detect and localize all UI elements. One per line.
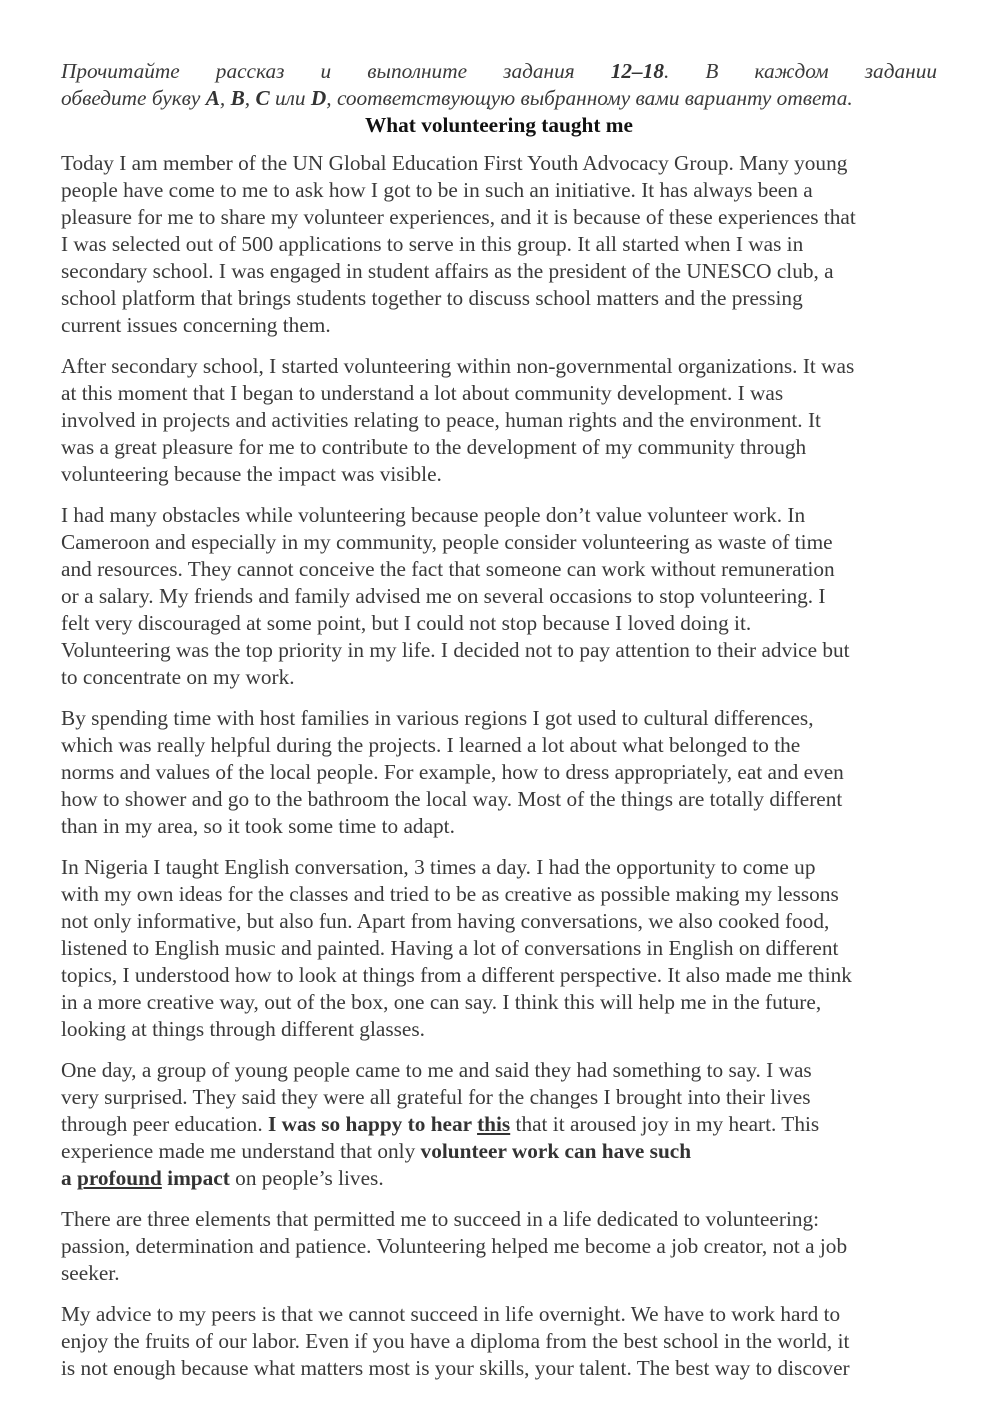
text-line: I had many obstacles while volunteering because people don’t value volunteer work. In [61,503,806,527]
paragraph-1 [61,150,937,339]
text-line: My advice to my peers is that we cannot succeed in life overnight. We have to work hard to [61,1302,841,1326]
text-line: volunteering because the impact was visible. [61,462,442,486]
text-line: is not enough because what matters most is your skills, your talent. The best way to discover [61,1356,850,1380]
story-title: What volunteering taught me [365,113,633,137]
text-run: through peer education. [61,1112,268,1136]
paragraph-3 [61,502,937,691]
text-line: or a salary. My friends and family advised me on several occasions to stop volunteering. I [61,584,826,608]
text-line: enjoy the fruits of our labor. Even if you have a diploma from the best school in the world, it [61,1329,850,1353]
option-letter-a: A [205,86,220,110]
highlighted-phrase: volunteer work can have such [420,1139,692,1163]
paragraph-5 [61,854,937,1043]
worksheet-page [61,58,937,1396]
paragraph-4 [61,705,937,840]
text-line: There are three elements that permitted me to succeed in a life dedicated to volunteering: [61,1207,820,1231]
text-line: at this moment that I began to understand a lot about community development. I was [61,381,784,405]
text-line: pleasure for me to share my volunteer experiences, and it is because of these experiences that [61,205,856,229]
text-line: which was really helpful during the projects. I learned a lot about what belonged to the [61,733,801,757]
paragraph-8 [61,1301,937,1382]
instructions-text: . В каждом задании [664,59,937,83]
text-line: listened to English music and painted. Having a lot of conversations in English on different [61,936,839,960]
separator: , [219,86,231,110]
text-line: After secondary school, I started volunteering within non-governmental organizations. It was [61,354,855,378]
text-line: In Nigeria I taught English conversation, 3 times a day. I had the opportunity to come up [61,855,816,879]
text-line: people have come to me to ask how I got to be in such an initiative. It has always been a [61,178,813,202]
instructions-text: , соответствующую выбранному вами варианту ответа. [326,86,853,110]
paragraph-2 [61,353,937,488]
paragraph-7 [61,1206,937,1287]
text-line: school platform that brings students together to discuss school matters and the pressing [61,286,803,310]
option-letter-b: B [230,86,245,110]
text-line: in a more creative way, out of the box, one can say. I think this will help me in the future, [61,990,822,1014]
text-line [61,1138,937,1165]
highlighted-phrase: I was so happy to hear [267,1112,478,1136]
option-letter-c: C [255,86,270,110]
text-line: to concentrate on my work. [61,665,295,689]
instructions-line-2 [61,85,937,112]
text-line: with my own ideas for the classes and tried to be as creative as possible making my lessons [61,882,839,906]
text-line: Cameroon and especially in my community, people consider volunteering as waste of time [61,530,833,554]
highlighted-phrase: a [61,1166,77,1190]
instructions-text: Прочитайте рассказ и выполните задания [61,59,611,83]
text-line: secondary school. I was engaged in student affairs as the president of the UNESCO club, a [61,259,834,283]
option-letter-d: D [310,86,327,110]
text-line: I was selected out of 500 applications to serve in this group. It all started when I was in [61,232,804,256]
text-line: current issues concerning them. [61,313,331,337]
text-line: topics, I understood how to look at things from a different perspective. It also made me think [61,963,852,987]
text-line: seeker. [61,1261,120,1285]
separator: , [244,86,256,110]
instructions-text: обведите букву [61,86,206,110]
text-line: passion, determination and patience. Volunteering helped me become a job creator, not a job [61,1234,848,1258]
text-line: Volunteering was the top priority in my life. I decided not to pay attention to their advice but [61,638,850,662]
text-run: on people’s lives. [229,1166,384,1190]
separator: или [269,86,311,110]
text-line: norms and values of the local people. For example, how to dress appropriately, eat and even [61,760,844,784]
text-line: very surprised. They said they were all grateful for the changes I brought into their lives [61,1085,811,1109]
text-line: was a great pleasure for me to contribute to the development of my community through [61,435,807,459]
paragraph-6 [61,1057,937,1192]
highlighted-phrase: impact [161,1166,230,1190]
text-run: that it aroused joy in my heart. This [510,1112,820,1136]
text-line: involved in projects and activities relating to peace, human rights and the environment. It [61,408,821,432]
text-line: than in my area, so it took some time to adapt. [61,814,455,838]
text-line: felt very discouraged at some point, but I could not stop because I loved doing it. [61,611,752,635]
text-line: looking at things through different glasses. [61,1017,425,1041]
text-line: One day, a group of young people came to me and said they had something to say. I was [61,1058,812,1082]
text-line: By spending time with host families in various regions I got used to cultural differences, [61,706,814,730]
task-range: 12–18 [610,59,664,83]
text-line: and resources. They cannot conceive the fact that someone can work without remuneration [61,557,835,581]
text-line: how to shower and go to the bathroom the local way. Most of the things are totally different [61,787,843,811]
text-line: Today I am member of the UN Global Education First Youth Advocacy Group. Many young [61,151,848,175]
text-line [61,1111,937,1138]
underlined-word-this: this [477,1112,511,1136]
text-run: experience made me understand that only [61,1139,421,1163]
text-line: not only informative, but also fun. Apart from having conversations, we also cooked food, [61,909,830,933]
underlined-word-profound: profound [76,1166,162,1190]
text-line [61,1165,937,1192]
instructions-line-1 [61,58,937,85]
